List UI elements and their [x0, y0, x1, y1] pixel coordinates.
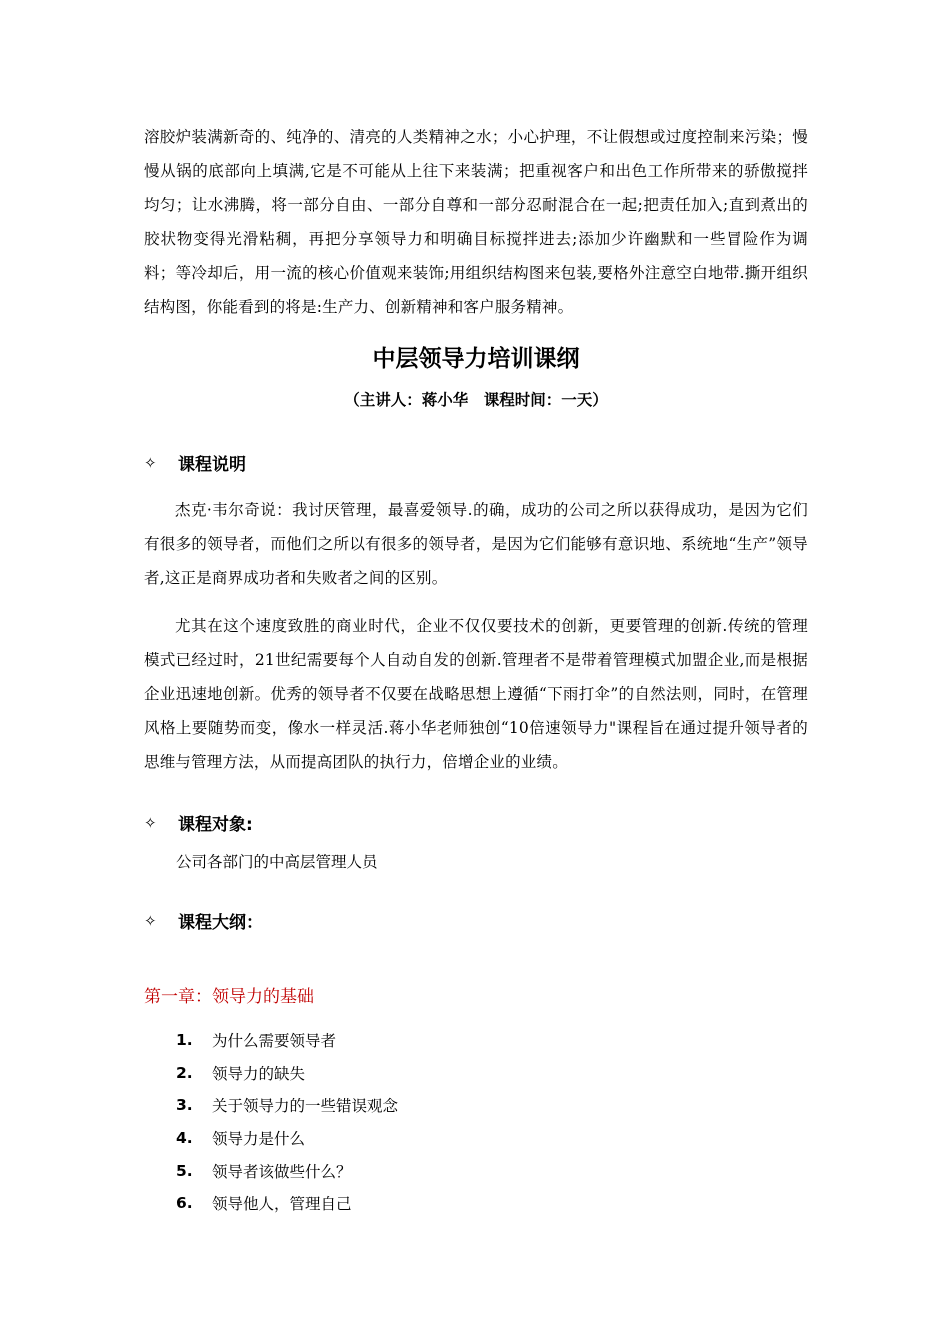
description-paragraph-2: 尤其在这个速度致胜的商业时代，企业不仅仅要技术的创新，更要管理的创新.传统的管理模式已经过时，21世纪需要每个人自动自发的创新.管理者不是带着管理模式加盟企业,而是根据企业迅速地创新。优秀的领导者不仅要在战略思想上遵循“下雨打伞”的自然法则，同时，在管理风格上要随势而变，像水一样灵活.蒋小华老师独创“10倍速领导力"课程旨在通过提升领导者的思维与管理方法，从而提高团队的执行力，倍增企业的业绩。	[144, 617, 808, 771]
intro-paragraph: 溶胶炉装满新奇的、纯净的、清亮的人类精神之水；小心护理，不让假想或过度控制来污染；慢慢从锅的底部向上填满,它是不可能从上往下来装满；把重视客户和出色工作所带来的骄傲搅拌均匀；让水沸腾，将一部分自由、一部分自尊和一部分忍耐混合在一起;把责任加入;直到煮出的胶状物变得光滑粘稠，再把分享领导力和明确目标搅拌进去;添加少许幽默和一些冒险作为调料；等冷却后，用一流的核心价值观来装饰;用组织结构图来包装,要格外注意空白地带.撕开组织结构图，你能看到的将是:生产力、创新精神和客户服务精神。	[144, 128, 808, 316]
diamond-bullet-icon: ✧	[144, 813, 157, 832]
diamond-bullet-icon: ✧	[144, 911, 157, 930]
list-item: 4. 领导力是什么	[176, 1129, 306, 1149]
section-heading-audience	[144, 810, 253, 835]
page-title: 中层领导力培训课纲	[372, 346, 580, 372]
section-heading-label: 课程说明	[178, 455, 246, 475]
list-item: 1. 为什么需要领导者	[176, 1031, 337, 1051]
document-page	[144, 120, 808, 1214]
list-item: 5. 领导者该做些什么？	[176, 1161, 352, 1181]
description-paragraph-1: 杰克·韦尔奇说：我讨厌管理，最喜爱领导.的确，成功的公司之所以获得成功，是因为它们有很多的领导者，而他们之所以有很多的领导者，是因为它们能够有意识地、系统地“生产”领导者,这正是商界成功者和失败者之间的区别。	[144, 501, 808, 587]
list-item: 6. 领导他人，管理自己	[176, 1194, 352, 1214]
section-heading-outline	[144, 908, 263, 933]
list-item: 2. 领导力的缺失	[176, 1063, 306, 1083]
audience-text: 公司各部门的中高层管理人员	[176, 853, 378, 871]
section-heading-label: 课程对象:	[178, 815, 253, 835]
section-heading-description	[144, 450, 246, 475]
description-body	[144, 493, 808, 779]
list-item: 3. 关于领导力的一些错误观念	[176, 1096, 399, 1116]
diamond-bullet-icon: ✧	[144, 453, 157, 472]
page-subtitle: （主讲人：蒋小华 课程时间：一天）	[344, 390, 608, 409]
chapter-item-list	[176, 1024, 398, 1220]
chapter-title: 第一章：领导力的基础	[144, 987, 314, 1007]
section-heading-label: 课程大纲：	[178, 913, 263, 933]
